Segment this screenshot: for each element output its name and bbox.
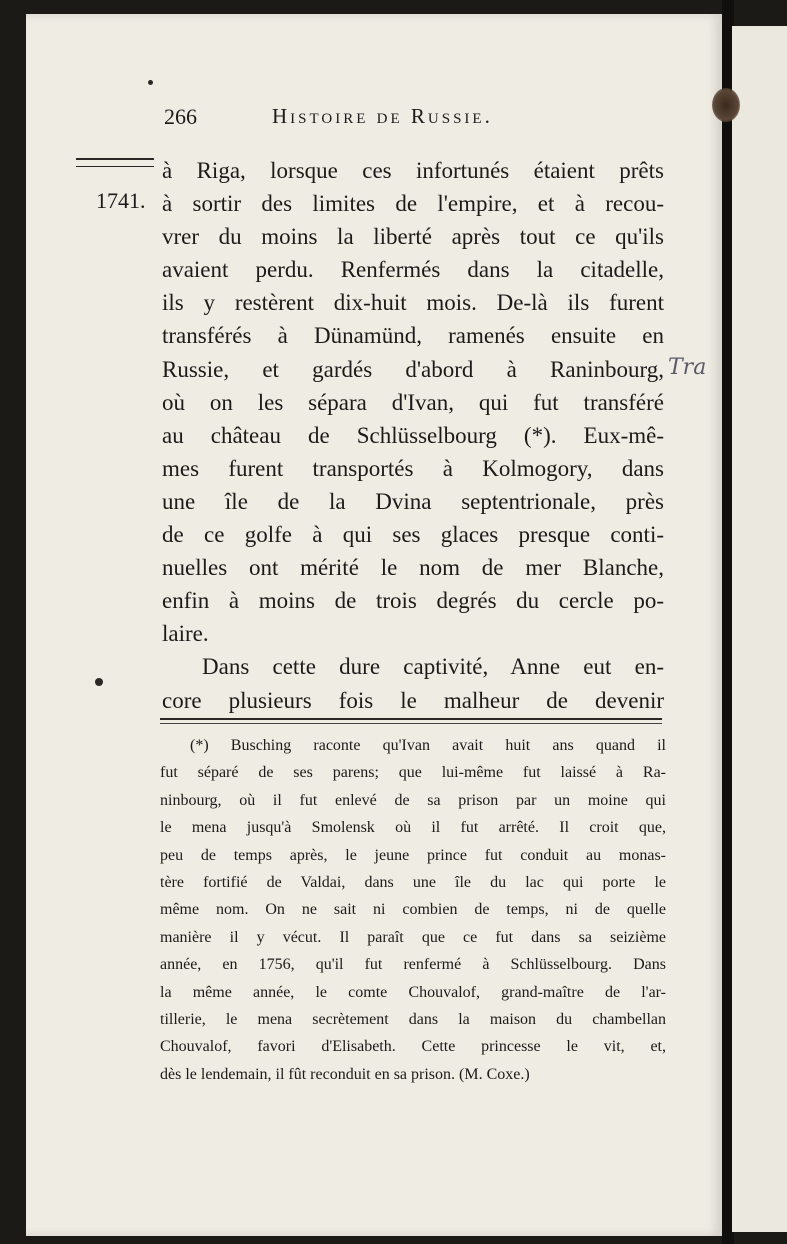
footnote-line: peu de temps après, le jeune prince fut conduit au monas- (160, 846, 666, 864)
text-line: enfin à moins de trois degrés du cercle po- (162, 588, 664, 614)
ink-spot (95, 678, 103, 686)
footnote-line: la même année, le comte Chouvalof, grand-maître de l'ar- (160, 983, 666, 1001)
footnote-rule (160, 718, 662, 724)
page-stain (712, 88, 740, 122)
text-line: au château de Schlüsselbourg (*). Eux-mê- (162, 422, 664, 448)
footnote-line: le mena jusqu'à Smolensk où il fut arrêté. Il croit que, (160, 819, 666, 837)
text-line: laire. (162, 621, 209, 647)
text-line: à Riga, lorsque ces infortunés étaient prêts (162, 158, 664, 183)
footnote-line: ninbourg, où il fut enlevé de sa prison par un moine qui (160, 791, 666, 809)
footnote-line: tère fortifié de Valdai, dans une île du lac qui porte le (160, 873, 666, 891)
footnote (160, 732, 666, 1088)
footnote-line: même nom. On ne sait ni combien de temps, ni de quelle (160, 901, 666, 919)
footnote-line: (*) Busching raconte qu'Ivan avait huit ans quand il (190, 737, 666, 754)
margin-year: 1741. (96, 188, 146, 213)
footnote-line: tillerie, le mena secrètement dans la maison du chambellan (160, 1010, 666, 1028)
text-line: core plusieurs fois le malheur de devenir (162, 687, 664, 713)
handwritten-margin-note: Tra (668, 355, 707, 380)
text-line: de ce golfe à qui ses glaces presque conti- (162, 522, 664, 548)
text-line: avaient perdu. Renfermés dans la citadelle, (162, 257, 664, 283)
text-line: ils y restèrent dix-huit mois. De-là ils furent (162, 290, 664, 316)
margin-rule (76, 158, 154, 167)
page-number: 266 (164, 104, 197, 129)
body-text (162, 154, 664, 717)
running-title: Histoire de Russie. (272, 104, 493, 128)
text-line: nuelles ont mérité le nom de mer Blanche, (162, 555, 664, 581)
text-line: vrer du moins la liberté après tout ce qu'ils (162, 224, 664, 250)
ink-spot (148, 80, 153, 85)
text-line: mes furent transportés à Kolmogory, dans (162, 455, 664, 481)
text-line: Dans cette dure captivité, Anne eut en- (202, 654, 664, 680)
footnote-line: dès le lendemain, il fût reconduit en sa prison. (M. Coxe.) (160, 1065, 530, 1083)
facing-page-edge (732, 26, 787, 1232)
footnote-line: fut séparé de ses parens; que lui-même fut laissé à Ra- (160, 764, 666, 782)
text-line: une île de la Dvina septentrionale, près (162, 488, 664, 514)
text-line: transférés à Dünamünd, ramenés ensuite en (162, 323, 664, 349)
text-line: Russie, et gardés d'abord à Raninbourg, (162, 356, 664, 382)
text-line: à sortir des limites de l'empire, et à recou- (162, 191, 664, 217)
text-line: où on les sépara d'Ivan, qui fut transféré (162, 389, 664, 415)
footnote-line: année, en 1756, qu'il fut renfermé à Schlüsselbourg. Dans (160, 956, 666, 974)
footnote-line: Chouvalof, favori d'Elisabeth. Cette princesse le vit, et, (160, 1038, 666, 1056)
footnote-line: manière il y vécut. Il paraît que ce fut dans sa seizième (160, 928, 666, 946)
